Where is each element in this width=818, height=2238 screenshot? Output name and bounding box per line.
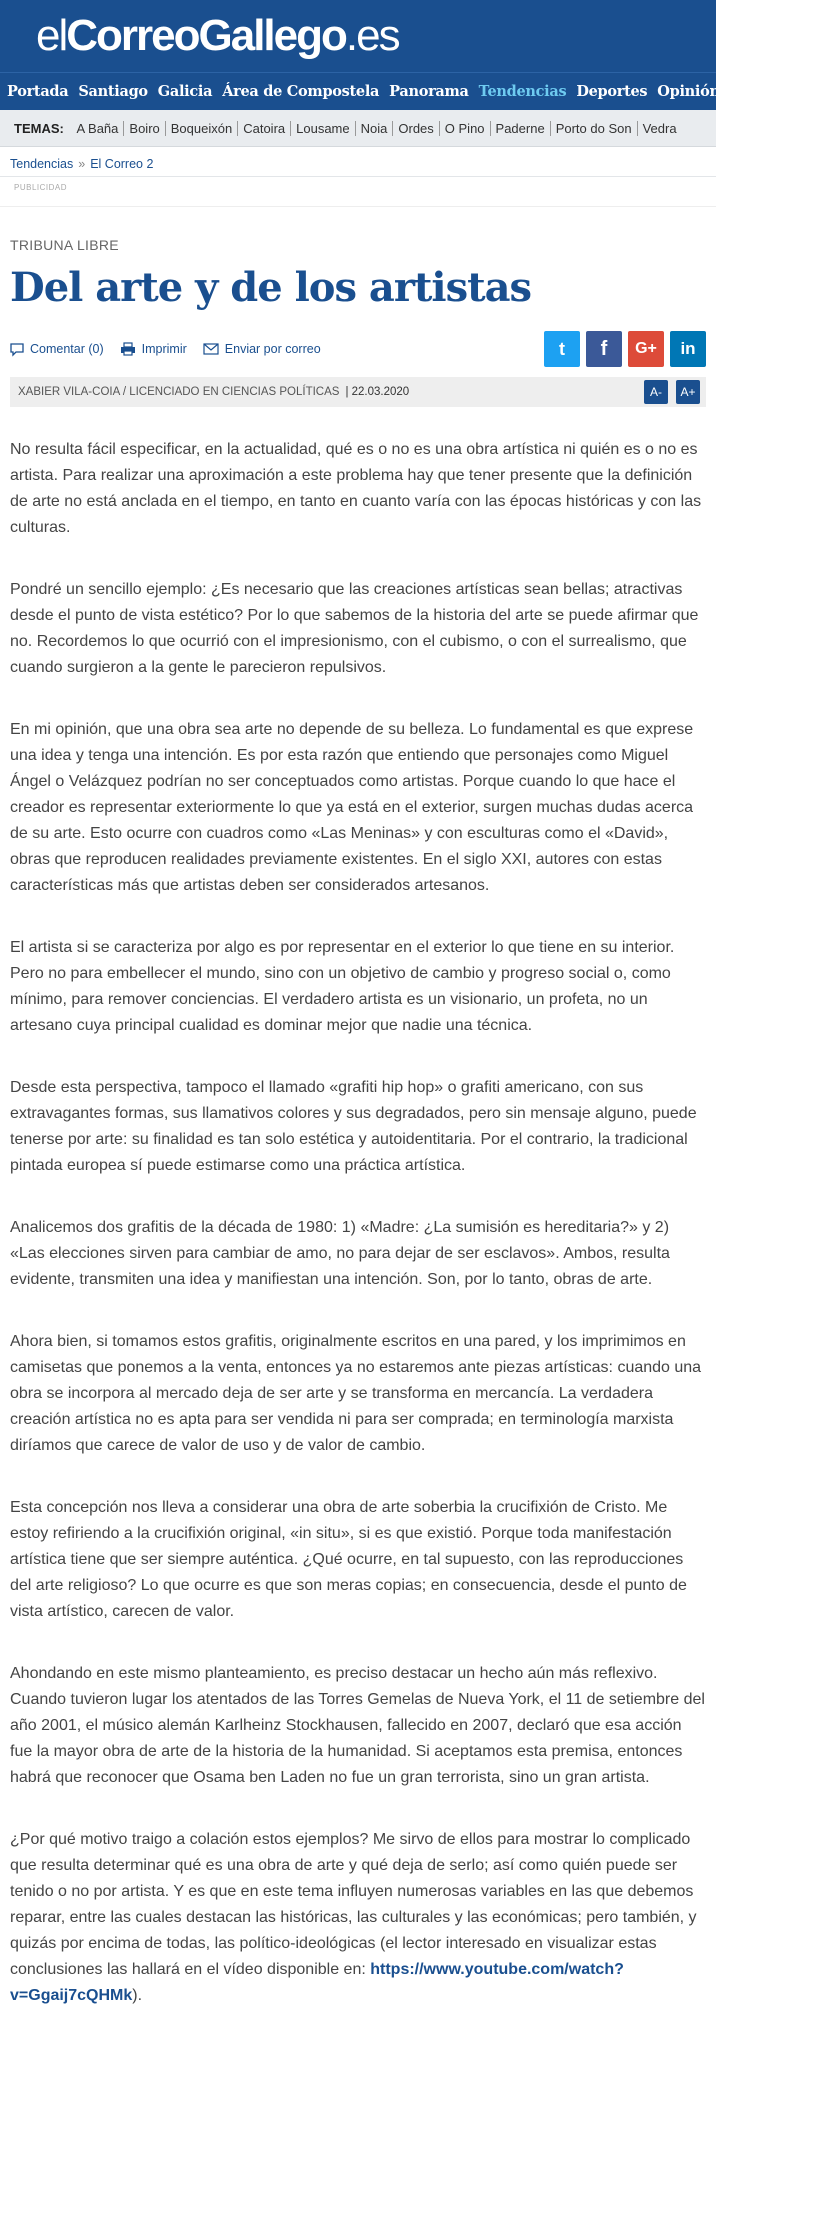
paragraph: Ahora bien, si tomamos estos grafitis, originalmente escritos en una pared, y los imprimimos en camisetas que ponemos a la venta, entonces ya no estaremos ante piezas artísticas: cuando una obra se incorpora al mercado deja de ser arte y se transforma en mercancía. La verdadera creación artística no es apta para ser vendida ni para ser comprada; en terminología marxista diríamos que carece de valor de uso y de valor de cambio. — [10, 1333, 702, 1454]
nav-item-tendencias[interactable]: Tendencias — [478, 83, 567, 100]
googleplus-icon: G+ — [635, 340, 657, 357]
topic-item[interactable]: Paderne — [491, 121, 551, 136]
printer-icon — [120, 342, 136, 356]
main-navigation — [0, 72, 812, 110]
paragraph: Esta concepción nos lleva a considerar una obra de arte soberbia la crucifixión de Cristo. Me estoy refiriendo a la crucifixión original, «in situ», si es que existió. Porque toda manifestación artística tiene que ser siempre auténtica. ¿Qué ocurre, en tal supuesto, con las reproducciones del arte religioso? Lo que ocurre es que son meras copias; en consecuencia, desde el punto de vista artístico, carecen de valor. — [10, 1499, 687, 1620]
author: XABIER VILA-COIA / LICENCIADO EN CIENCIAS POLÍTICAS — [18, 386, 340, 398]
comment-button[interactable] — [10, 342, 104, 356]
paragraph: Desde esta perspectiva, tampoco el llamado «grafiti hip hop» o grafiti americano, con sus extravagantes formas, sus llamativos colores y sus degradados, pero sin mensaje alguno, puede tenerse por arte: su finalidad es tan solo estética y autoidentitaria. Por el contrario, la tradicional pintada europea sí puede estimarse como una práctica artística. — [10, 1079, 697, 1174]
paragraph: No resulta fácil especificar, en la actualidad, qué es o no es una obra artística ni quién es o no es artista. Para realizar una aproximación a este problema hay que tener presente que la definición de arte no está anclada en el tiempo, en tanto en cuanto varía con las épocas históricas y con las culturas. — [10, 441, 702, 536]
breadcrumb-separator: » — [78, 157, 86, 171]
nav-item-santiago[interactable]: Santiago — [78, 83, 148, 100]
topic-item[interactable]: Boiro — [124, 121, 165, 136]
youtube-link[interactable]: https://www.youtube.com/watch?v=Ggaij7cQHMk — [10, 1961, 624, 2004]
googleplus-share-button[interactable] — [628, 331, 664, 367]
topic-item[interactable]: Noia — [356, 121, 394, 136]
linkedin-share-button[interactable] — [670, 331, 706, 367]
email-label: Enviar por correo — [224, 342, 321, 356]
breadcrumb-el-correo-2[interactable]: El Correo 2 — [90, 157, 154, 171]
nav-item-galicia[interactable]: Galicia — [157, 83, 213, 100]
nav-item-deportes[interactable]: Deportes — [576, 83, 648, 100]
article-body — [10, 437, 706, 2009]
topics-bar — [0, 110, 716, 147]
topic-item[interactable]: A Baña — [71, 121, 124, 136]
nav-item-portada[interactable]: Portada — [7, 83, 69, 100]
topic-item[interactable]: Ordes — [393, 121, 439, 136]
increase-font-button[interactable]: A+ — [676, 380, 700, 404]
article-title: Del arte y de los artistas — [10, 264, 532, 311]
paragraph-last: ¿Por qué motivo traigo a colación estos ejemplos? Me sirvo de ellos para mostrar lo complicado que resulta determinar qué es una obra de arte y qué deja de serlo; así como quién puede ser tenido o no por artista. Y es que en este tema influyen numerosas variables en las que debemos reparar, entre las cuales destacan las históricas, las culturales y las económicas; pero también, y quizás por encima de todas, las político-ideológicas (el lector interesado en visualizar estas conclusiones las hallará en el vídeo disponible en: https://www.youtube.com/watch?v=Ggaij7cQHMk). — [10, 1831, 697, 2004]
byline — [10, 377, 706, 407]
paragraph: En mi opinión, que una obra sea arte no depende de su belleza. Lo fundamental es que exprese una idea y tenga una intención. Es por esta razón que entiendo que personajes como Miguel Ángel o Velázquez podrían no ser conceptuados como artistas. Porque cuando lo que hace el creador es representar exteriormente lo que ya está en el exterior, surgen muchas dudas acerca de su arte. Esto ocurre con cuadros como «Las Meninas» y con esculturas como el «David», obras que reproducen realidades previamente existentes. En el siglo XXI, autores con estas características más que artistas deben ser considerados artesanos. — [10, 721, 694, 894]
font-size-controls — [644, 380, 700, 404]
article-toolbar — [10, 329, 706, 369]
nav-item-área-de-compostela[interactable]: Área de Compostela — [222, 83, 380, 100]
topic-item[interactable]: O Pino — [440, 121, 491, 136]
facebook-share-button[interactable] — [586, 331, 622, 367]
social-share — [544, 331, 706, 367]
paragraph: El artista si se caracteriza por algo es por representar en el exterior lo que tiene en su interior. Pero no para embellecer el mundo, sino con un objetivo de cambio y progreso social o, como mínimo, para remover conciencias. El verdadero artista es un visionario, un profeta, no un artesano cuya principal cualidad es dominar mejor que nadie una técnica. — [10, 939, 675, 1034]
masthead — [0, 0, 716, 72]
article-kicker: TRIBUNA LIBRE — [10, 237, 119, 253]
twitter-icon: t — [559, 338, 565, 359]
paragraph: Pondré un sencillo ejemplo: ¿Es necesario que las creaciones artísticas sean bellas; atractivas desde el punto de vista estético? Por lo que sabemos de la historia del arte se puede afirmar que no. Recordemos lo que ocurrió con el impresionismo, con el cubismo, o con el surrealismo, que cuando surgieron a la gente le parecieron repulsivos. — [10, 581, 699, 676]
topic-item[interactable]: Vedra — [642, 121, 677, 136]
twitter-share-button[interactable] — [544, 331, 580, 367]
logo-tld: .es — [345, 11, 399, 60]
comment-icon — [10, 343, 24, 356]
breadcrumb-tendencias[interactable]: Tendencias — [10, 157, 74, 171]
publish-date: | 22.03.2020 — [345, 386, 410, 398]
paragraph: Analicemos dos grafitis de la década de 1980: 1) «Madre: ¿La sumisión es hereditaria?» y 2) «Las elecciones sirven para cambiar de amo, no para dejar de ser esclavos». Ambos, resulta evidente, transmiten una idea y manifiestan una intención. Son, por lo tanto, obras de arte. — [10, 1219, 670, 1288]
linkedin-icon: in — [680, 339, 696, 358]
topic-item[interactable]: Catoira — [238, 121, 291, 136]
topic-item[interactable]: Lousame — [291, 121, 355, 136]
topics-label: TEMAS: — [14, 121, 64, 136]
breadcrumb — [0, 151, 716, 177]
topic-item[interactable]: Boqueixón — [166, 121, 238, 136]
print-label: Imprimir — [141, 342, 187, 356]
advertising-label: PUBLICIDAD — [0, 177, 716, 207]
email-button[interactable] — [203, 342, 321, 356]
print-button[interactable] — [120, 342, 187, 356]
site-logo[interactable] — [36, 11, 399, 60]
decrease-font-button[interactable]: A- — [644, 380, 668, 404]
comment-label: Comentar (0) — [30, 342, 104, 356]
logo-el: el — [36, 11, 67, 60]
topic-item[interactable]: Porto do Son — [551, 121, 638, 136]
email-icon — [203, 343, 219, 355]
nav-item-especiales[interactable]: Especiales — [729, 83, 812, 100]
logo-brand: CorreoGallego — [66, 11, 346, 60]
nav-item-opinión[interactable]: Opinión — [657, 83, 720, 100]
facebook-icon: f — [600, 337, 608, 360]
paragraph: Ahondando en este mismo planteamiento, es preciso destacar un hecho aún más reflexivo. Cuando tuvieron lugar los atentados de las Torres Gemelas de Nueva York, el 11 de setiembre del año 2001, el músico alemán Karlheinz Stockhausen, fallecido en 2007, declaró que esa acción fue la mayor obra de arte de la historia de la humanidad. Si aceptamos esta premisa, entonces habrá que reconocer que Osama ben Laden no fue un gran terrorista, sino un gran artista. — [10, 1665, 705, 1786]
nav-item-panorama[interactable]: Panorama — [389, 83, 469, 100]
article — [0, 237, 716, 2009]
